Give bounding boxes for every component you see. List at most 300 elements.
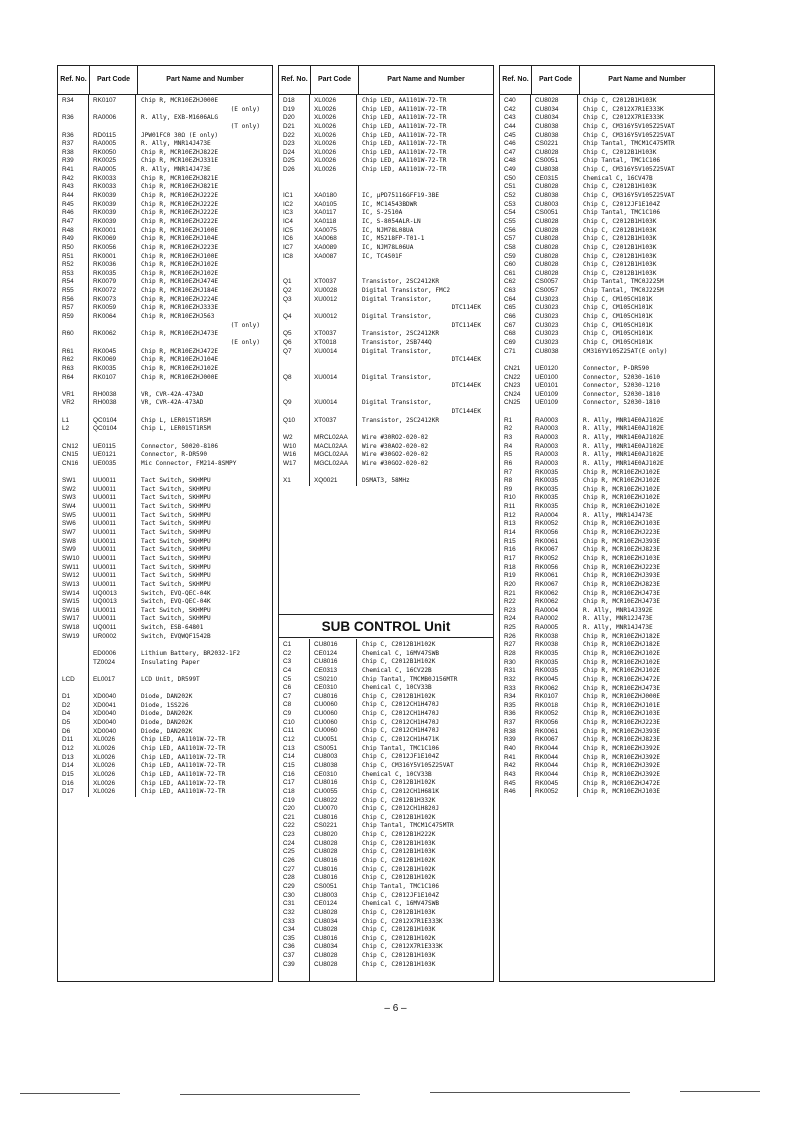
part-name-cell: Chip C, CM316Y5V105Z25VAT: [362, 761, 454, 769]
ref-cell: SW14: [62, 589, 80, 597]
part-code-cell: XQ0021: [314, 477, 338, 485]
part-name-cell: Chip R, MCR10EZHJ823E: [583, 580, 661, 588]
part-code-cell: XL0026: [314, 105, 337, 113]
ref-cell: C17: [283, 779, 295, 787]
part-name-cell: Digital Transistor,: [362, 373, 432, 381]
part-code-cell: RK0001: [93, 226, 117, 234]
part-name-cell: [357, 261, 493, 270]
part-name-cell: Chip R, MCR10EZHJ472E: [141, 347, 219, 355]
parts-table-left: [57, 65, 273, 982]
ref-cell: R34: [504, 693, 516, 701]
part-name-cell: Chip R, MCR10EZHJ102E: [583, 503, 661, 511]
ref-cell: SW1: [62, 477, 76, 485]
ref-cell: CN12: [62, 442, 79, 450]
ref-cell: VR1: [62, 390, 75, 398]
part-code-cell: UU0011: [93, 511, 116, 519]
part-name-cell: Chip C, C2012B1H103K: [583, 148, 657, 156]
part-code-cell: RK0061: [535, 537, 559, 545]
ref-cell: C35: [283, 934, 295, 942]
ref-cell: R31: [504, 667, 516, 675]
part-code-cell: XA0118: [314, 217, 337, 225]
part-name-cell: Chip C, C2012JF1E104Z: [362, 891, 440, 899]
part-code-cell: CS0057: [535, 278, 559, 286]
ref-cell: R39: [504, 736, 516, 744]
ref-cell: VR2: [62, 399, 75, 407]
part-code-cell: RA0005: [535, 624, 559, 632]
part-name-cell: [136, 408, 272, 417]
ref-cell: R7: [504, 468, 513, 476]
part-code-cell: RK0045: [535, 675, 559, 683]
part-code-cell: [310, 408, 356, 417]
ref-cell: C39: [283, 960, 295, 968]
ref-cell: C12: [283, 736, 295, 744]
part-code-cell: RK0069: [93, 356, 117, 364]
ref-cell: C67: [504, 321, 516, 329]
part-name-cell: Chemical C, 10CV33B: [362, 684, 432, 692]
part-code-cell: RK0056: [535, 563, 559, 571]
ref-cell: R40: [504, 745, 516, 753]
ref-cell: C23: [283, 831, 295, 839]
ref-cell: C33: [283, 917, 295, 925]
part-code-cell: RA0006: [93, 114, 117, 122]
part-code-cell: UU0011: [93, 485, 116, 493]
part-name-cell: Chip R, MCR10EZHJ104E: [141, 356, 219, 364]
ref-cell: [500, 356, 530, 365]
ref-cell: CN21: [504, 364, 521, 372]
part-name-cell: Chip R, MCR10EZHJ100E: [141, 226, 219, 234]
part-name-cell: Tact Switch, SKHMPU: [141, 494, 211, 502]
footer-rule: [680, 1091, 760, 1092]
part-code-cell: RK0035: [535, 658, 559, 666]
part-code-cell: RK0036: [93, 261, 117, 269]
ref-cell: C36: [283, 943, 295, 951]
name-column: [357, 95, 493, 486]
ref-cell: C28: [283, 874, 295, 882]
part-name-cell: (E only): [230, 105, 260, 113]
ref-cell: C22: [283, 822, 295, 830]
ref-cell: Q2: [283, 287, 292, 295]
ref-cell: R43: [504, 770, 516, 778]
part-code-cell: CS0210: [314, 675, 338, 683]
ref-cell: R55: [62, 287, 74, 295]
part-code-cell: XL0026: [314, 97, 337, 104]
part-name-cell: Chip R, MCR10EZHJ333E: [141, 304, 219, 312]
ref-cell: [58, 382, 88, 391]
part-code-cell: CU3023: [535, 304, 559, 312]
part-code-cell: RK0056: [535, 719, 559, 727]
ref-cell: D2: [62, 701, 71, 709]
part-code-cell: UU0011: [93, 546, 116, 554]
part-name-cell: Wire #30GO2-020-02: [362, 459, 429, 467]
part-name-cell: Chip R, MCR10EZHJ393E: [583, 572, 661, 580]
part-name-cell: DTC114EK: [451, 304, 481, 312]
ref-cell: D21: [283, 122, 295, 130]
ref-cell: R48: [62, 226, 74, 234]
ref-cell: Q4: [283, 313, 292, 321]
part-code-cell: [89, 322, 135, 331]
part-code-cell: RK0038: [535, 632, 559, 640]
code-column: [531, 95, 578, 797]
ref-cell: C6: [283, 684, 292, 692]
ref-cell: C9: [283, 710, 292, 718]
part-code-cell: XL0026: [93, 779, 116, 787]
part-name-cell: Chip C, C2012B1H222K: [362, 831, 436, 839]
part-code-cell: RK0044: [535, 770, 559, 778]
ref-cell: R16: [504, 546, 516, 554]
part-name-cell: Chip LED, AA1101W-72-TR: [362, 166, 447, 174]
ref-cell: R41: [504, 753, 516, 761]
part-name-cell: Tact Switch, SKHMPU: [141, 485, 211, 493]
part-name-cell: DTC144EK: [451, 408, 481, 416]
section-title: SUB CONTROL Unit: [321, 618, 451, 634]
part-name-cell: Chip LED, AA1101W-72-TR: [141, 788, 226, 796]
part-code-cell: CU8028: [535, 226, 559, 234]
part-code-cell: RK0067: [535, 736, 559, 744]
part-name-cell: Chip C, C2012B1H102K: [362, 934, 436, 942]
ref-cell: R20: [504, 580, 516, 588]
ref-cell: R4: [504, 442, 513, 450]
part-name-cell: Chip R, MCR10EZHJ000E: [141, 97, 219, 104]
part-name-cell: Chip R, MCR10EZHJ392E: [583, 753, 661, 761]
part-name-cell: Chip LED, AA1101W-72-TR: [362, 140, 447, 148]
part-name-cell: Chip R, MCR10EZHJ184E: [141, 287, 219, 295]
part-code-cell: RK0056: [93, 243, 117, 251]
ref-cell: R22: [504, 598, 516, 606]
part-code-cell: CS0051: [314, 882, 338, 890]
part-name-cell: Chip C, CM105CH101K: [583, 330, 653, 338]
header-name: Part Name and Number: [387, 76, 465, 83]
part-name-cell: Chip C, C2012CH1H471K: [362, 736, 440, 744]
part-code-cell: RK0025: [93, 157, 117, 165]
ref-cell: R49: [62, 235, 74, 243]
ref-cell: C68: [504, 330, 516, 338]
part-code-cell: RK0045: [535, 779, 559, 787]
part-name-cell: Chip C, C2012CH1H470J: [362, 710, 440, 718]
part-name-cell: Chip R, MCR10EZHJ473E: [141, 330, 219, 338]
part-name-cell: Chip R, MCR10EZHJ823E: [583, 546, 661, 554]
part-code-cell: RK0044: [535, 762, 559, 770]
ref-cell: C19: [283, 796, 295, 804]
ref-cell: C24: [283, 839, 295, 847]
part-code-cell: UU0011: [93, 477, 116, 485]
part-code-cell: CU0060: [314, 701, 338, 709]
part-code-cell: MGCL02AA: [314, 451, 349, 459]
part-code-cell: UE0115: [93, 442, 116, 450]
part-name-cell: Chip R, MCR10EZHJ102E: [583, 650, 661, 657]
part-name-cell: Chip R, MCR10EZHJ821E: [141, 174, 219, 182]
part-code-cell: UE0101: [535, 382, 559, 390]
ref-cell: R53: [62, 269, 74, 277]
part-name-cell: Chip C, C2012CH1H820J: [362, 805, 440, 813]
ref-cell: C29: [283, 882, 295, 890]
part-name-cell: Chip LED, AA1101W-72-TR: [141, 770, 226, 778]
ref-cell: D4: [62, 710, 71, 718]
part-name-cell: R. Ally, MNR14E0AJ102E: [583, 425, 664, 433]
ref-cell: SW19: [62, 632, 80, 640]
ref-cell: [279, 183, 309, 192]
part-code-cell: XT0037: [314, 330, 337, 338]
ref-cell: [58, 667, 88, 676]
part-code-cell: CU8003: [314, 753, 338, 761]
parts-table-right: [499, 65, 715, 982]
ref-cell: [58, 434, 88, 443]
ref-cell: [500, 408, 530, 417]
ref-cell: [58, 123, 88, 132]
part-name-cell: Connector, 52030-1810: [583, 390, 661, 398]
ref-cell: R44: [62, 192, 74, 200]
part-name-cell: Tact Switch, SKHMPU: [141, 520, 211, 528]
ref-cell: [279, 391, 309, 400]
ref-cell: R21: [504, 589, 516, 597]
part-code-cell: XL0026: [314, 148, 337, 156]
part-name-cell: Chip R, MCR10EZHJ102E: [141, 364, 219, 372]
part-code-cell: UE0120: [535, 364, 559, 372]
table-body-sub: [279, 639, 493, 981]
part-code-cell: XA0075: [314, 226, 337, 234]
part-code-cell: CU8028: [535, 217, 559, 225]
ref-cell: L2: [62, 425, 70, 433]
part-code-cell: XU0028: [314, 287, 338, 295]
ref-cell: IC6: [283, 235, 293, 243]
page-number: – 6 –: [384, 1003, 407, 1014]
part-code-cell: RK0035: [93, 364, 117, 372]
part-code-cell: [89, 641, 135, 650]
ref-cell: C30: [283, 891, 295, 899]
ref-cell: IC5: [283, 226, 293, 234]
part-name-cell: [136, 434, 272, 443]
part-name-cell: R. Ally, MNR14E0AJ102E: [583, 433, 664, 441]
part-name-cell: Chip LED, AA1101W-72-TR: [141, 736, 226, 744]
part-name-cell: Chip R, MCR10EZHJ104E: [141, 235, 219, 243]
part-name-cell: Chip R, MCR10EZHJ102E: [583, 658, 661, 666]
part-code-cell: CU8028: [314, 960, 338, 968]
ref-cell: C69: [504, 338, 516, 346]
ref-cell: C14: [283, 753, 295, 761]
part-code-cell: [310, 425, 356, 434]
part-name-cell: [136, 641, 272, 650]
ref-cell: D22: [283, 131, 295, 139]
ref-cell: C65: [504, 304, 516, 312]
part-name-cell: Chip Tantal, TMCM1C475MTR: [583, 140, 675, 148]
ref-cell: Q9: [283, 399, 292, 407]
part-code-cell: RK0035: [535, 503, 559, 511]
part-name-cell: Chemical C, 16CV47B: [583, 174, 653, 182]
ref-cell: SW2: [62, 485, 76, 493]
part-name-cell: Chip C, C2012X7R1E333K: [583, 114, 664, 122]
ref-cell: R1: [504, 416, 513, 424]
part-name-cell: [357, 391, 493, 400]
part-code-cell: CU8016: [314, 934, 338, 942]
part-name-cell: Chip R, MCR10EZHJ222E: [141, 217, 219, 225]
ref-cell: C25: [283, 848, 295, 856]
part-name-cell: Digital Transistor, FMC2: [362, 287, 451, 295]
part-code-cell: UE0109: [535, 390, 559, 398]
ref-cell: W2: [283, 433, 293, 441]
part-name-cell: Chip C, C2012B1H103K: [583, 252, 657, 260]
part-code-cell: XA0105: [314, 200, 337, 208]
part-code-cell: CU8038: [535, 192, 559, 200]
ref-cell: C44: [504, 122, 516, 130]
ref-cell: [58, 339, 88, 348]
part-name-cell: Chip C, C2012CH1H470J: [362, 718, 440, 726]
part-name-cell: Chip R, MCR10EZHJ000E: [583, 693, 661, 701]
part-name-cell: IC, NJM78L08UA: [362, 226, 414, 234]
ref-cell: R46: [504, 788, 516, 796]
ref-cell: CN23: [504, 382, 521, 390]
part-code-cell: CE0310: [314, 770, 338, 778]
part-name-cell: Chip Tantal, TMC1C106: [362, 882, 440, 890]
part-code-cell: [310, 356, 356, 365]
part-code-cell: CU8038: [535, 166, 559, 174]
ref-cell: C7: [283, 692, 292, 700]
part-name-cell: Chip R, MCR10EZHJ393E: [583, 537, 661, 545]
part-name-cell: R. Ally, MNR14J473E: [583, 624, 653, 632]
part-code-cell: RH0038: [93, 390, 117, 398]
ref-cell: D19: [283, 105, 295, 113]
part-name-cell: Chemical C, 16MV47SWB: [362, 649, 440, 657]
part-name-cell: Tact Switch, SKHMPU: [141, 537, 211, 545]
part-code-cell: [310, 365, 356, 374]
ref-cell: SW12: [62, 572, 80, 580]
part-name-cell: Transistor, 2SB744Q: [362, 338, 432, 346]
ref-cell: [279, 469, 309, 478]
part-name-cell: Chip C, C2012B1H103K: [583, 217, 657, 225]
part-code-cell: UU0011: [93, 494, 116, 502]
part-name-cell: Chip C, CM105CH101K: [583, 321, 653, 329]
part-code-cell: RK0035: [535, 667, 559, 675]
ref-cell: R33: [504, 684, 516, 692]
ref-cell: R38: [62, 148, 74, 156]
ref-cell: C58: [504, 243, 516, 251]
part-code-cell: CU8016: [314, 857, 338, 865]
part-code-cell: CU8028: [535, 252, 559, 260]
ref-cell: D23: [283, 140, 295, 148]
ref-cell: Q3: [283, 295, 292, 303]
part-code-cell: XL0026: [93, 745, 116, 753]
part-code-cell: RK0035: [535, 494, 559, 502]
part-name-cell: Chip R, MCR10EZHJ101E: [583, 701, 661, 709]
ref-cell: [279, 322, 309, 331]
ref-cell: C43: [504, 114, 516, 122]
part-code-cell: UQ0013: [93, 589, 117, 597]
part-code-cell: RK0018: [535, 701, 559, 709]
part-code-cell: XA0117: [314, 209, 337, 217]
part-code-cell: RA0004: [535, 511, 559, 519]
part-code-cell: RK0061: [535, 572, 559, 580]
part-name-cell: Wire #30AO2-020-02: [362, 442, 429, 450]
part-name-cell: Chip L, LER015T1R5M: [141, 425, 211, 433]
part-code-cell: CS0221: [314, 822, 338, 830]
code-column: [310, 95, 357, 486]
part-name-cell: Chip R, MCR10EZHJ102E: [583, 477, 661, 485]
part-name-cell: Chip R, MCR10EZHJ474E: [141, 278, 219, 286]
part-name-cell: Chip LED, AA1101W-72-TR: [362, 97, 447, 104]
part-code-cell: [531, 408, 577, 417]
ref-cell: R52: [62, 261, 74, 269]
part-code-cell: RK0107: [93, 373, 117, 381]
part-code-cell: XU0014: [314, 347, 338, 355]
part-code-cell: [310, 304, 356, 313]
code-column: [89, 95, 136, 797]
part-name-cell: Chip LED, AA1101W-72-TR: [362, 148, 447, 156]
part-name-cell: Connector, 50020-8106: [141, 442, 219, 450]
part-name-cell: VR, CVR-42A-473AD: [141, 390, 204, 398]
part-code-cell: CU8016: [314, 874, 338, 882]
ref-cell: R13: [504, 520, 516, 528]
part-code-cell: [89, 339, 135, 348]
ref-cell: C4: [283, 666, 292, 674]
ref-column: [500, 95, 531, 797]
ref-cell: [58, 685, 88, 694]
part-name-cell: CM316YV105Z25AT(E only): [583, 347, 668, 355]
part-code-cell: RK0038: [535, 641, 559, 649]
ref-cell: C56: [504, 226, 516, 234]
part-name-cell: Chip L, LER015T1R5M: [141, 416, 211, 424]
ref-cell: CN24: [504, 390, 521, 398]
name-column: [578, 95, 714, 797]
ref-cell: C27: [283, 865, 295, 873]
ref-cell: C55: [504, 217, 516, 225]
part-code-cell: RK0064: [93, 313, 117, 321]
part-name-cell: IC, TC4S01F: [362, 252, 403, 260]
part-name-cell: Chip C, C2012B1H102K: [362, 692, 436, 700]
part-name-cell: Tact Switch, SKHMPU: [141, 572, 211, 580]
part-name-cell: Chip R, MCR10EZHJ222E: [141, 209, 219, 217]
part-name-cell: [136, 685, 272, 694]
part-code-cell: [89, 685, 135, 694]
part-code-cell: [310, 322, 356, 331]
ref-cell: D12: [62, 745, 74, 753]
ref-cell: C11: [283, 727, 295, 735]
part-code-cell: [89, 667, 135, 676]
ref-cell: C45: [504, 131, 516, 139]
part-name-cell: (T only): [230, 122, 260, 130]
part-name-cell: Chip R, MCR10EZHJ102E: [583, 494, 661, 502]
ref-cell: [58, 641, 88, 650]
ref-cell: R25: [504, 624, 516, 632]
header-name: Part Name and Number: [166, 76, 244, 83]
ref-cell: C63: [504, 287, 516, 295]
ref-cell: CN15: [62, 451, 79, 459]
ref-cell: C46: [504, 140, 516, 148]
part-code-cell: UU0011: [93, 529, 116, 537]
part-code-cell: UU0011: [93, 615, 116, 623]
part-name-cell: R. Ally, MNR14E0AJ102E: [583, 459, 664, 467]
ref-cell: R54: [62, 278, 74, 286]
part-name-cell: Chip R, MCR10EZHJ392E: [583, 762, 661, 770]
part-name-cell: Insulating Paper: [141, 658, 200, 666]
ref-cell: C54: [504, 209, 516, 217]
part-code-cell: XL0026: [314, 157, 337, 165]
part-code-cell: CU8038: [535, 122, 559, 130]
part-name-cell: [136, 382, 272, 391]
part-code-cell: UU0011: [93, 572, 116, 580]
part-code-cell: [310, 183, 356, 192]
ref-cell: D15: [62, 770, 74, 778]
part-name-cell: Mic Connector, FM214-8SMPY: [141, 459, 237, 467]
part-code-cell: RK0033: [93, 174, 117, 182]
ref-cell: R47: [62, 217, 74, 225]
ref-cell: D5: [62, 719, 71, 727]
part-name-cell: [357, 365, 493, 374]
part-name-cell: Chip C, C2012JF1E104Z: [583, 200, 661, 208]
ref-cell: C18: [283, 787, 295, 795]
part-name-cell: [578, 408, 714, 417]
part-code-cell: [310, 261, 356, 270]
ref-cell: R36: [62, 114, 74, 122]
part-name-cell: Switch, EVQ-QEC-04K: [141, 589, 211, 597]
part-name-cell: Chip C, C2012CH1H470J: [362, 727, 440, 735]
